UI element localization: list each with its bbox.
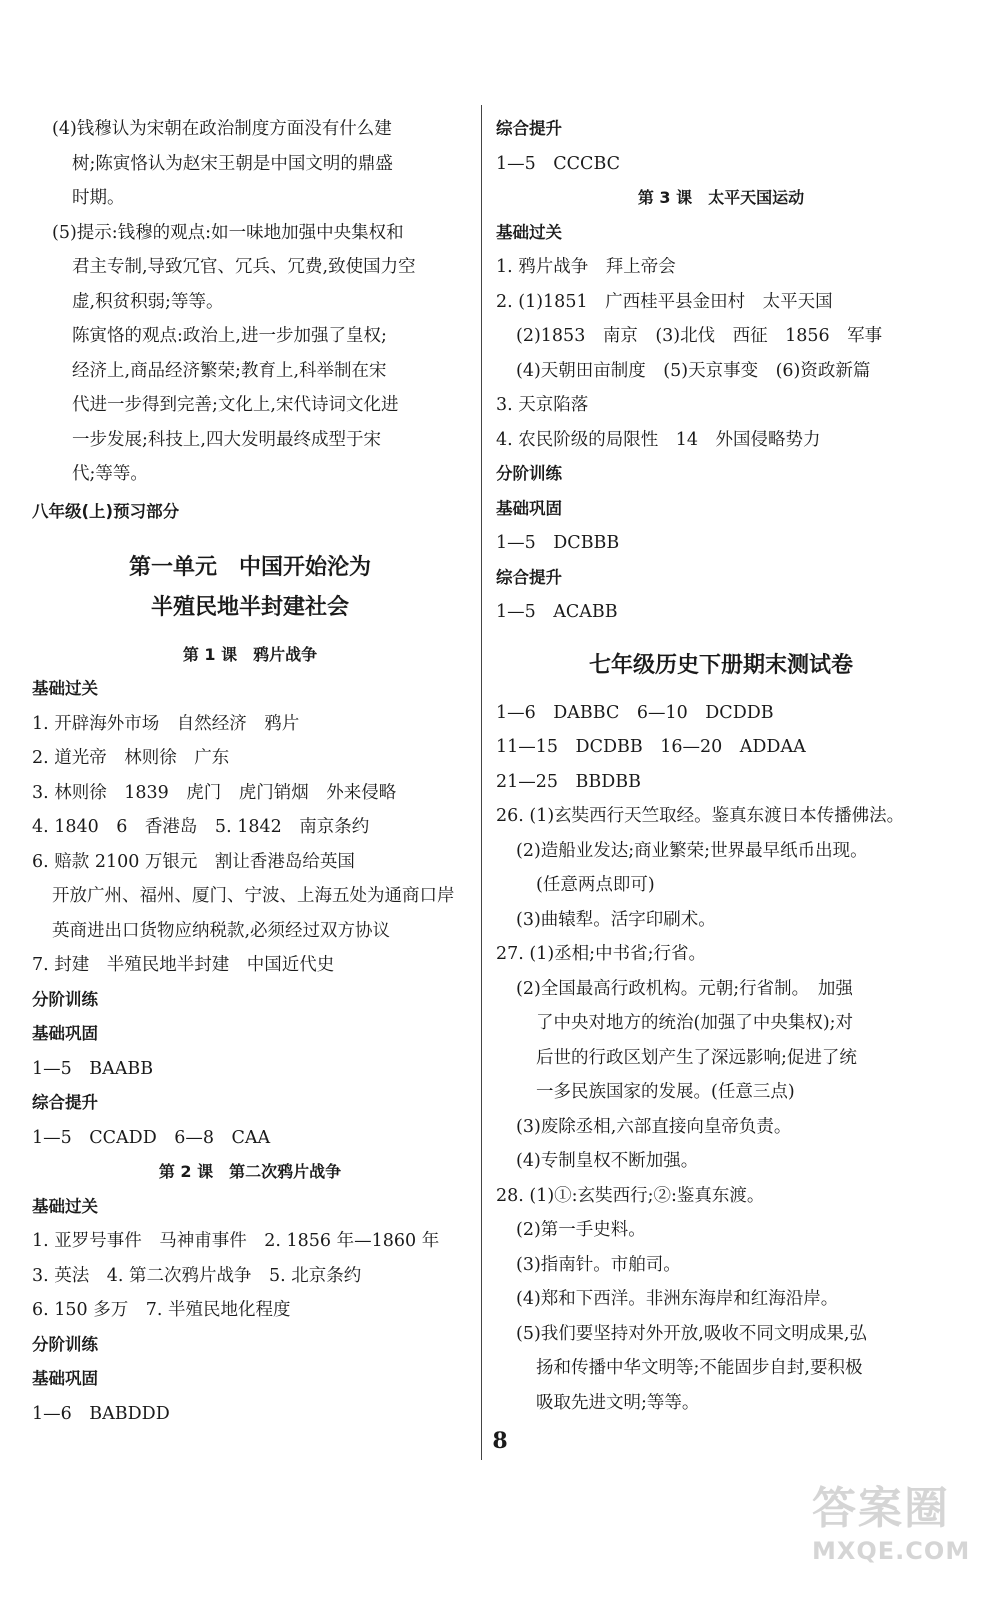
right-column xyxy=(496,112,946,1420)
answer-line: 1. 亚罗号事件 马神甫事件 2. 1856 年—1860 年 xyxy=(32,1231,440,1251)
answer-line: 1. 开辟海外市场 自然经济 鸦片 xyxy=(32,713,300,734)
answer-line: (2)1853 南京 (3)北伐 西征 1856 军事 xyxy=(516,326,883,346)
answer-line: 11—15 DCDBB 16—20 ADDAA xyxy=(496,737,806,757)
text-line: (2)造船业发达;商业繁荣;世界最早纸币出现。 xyxy=(516,840,868,861)
answer-line: 4. 1840 6 香港岛 5. 1842 南京条约 xyxy=(32,817,370,837)
subsection-heading: 基础巩固 xyxy=(496,498,562,518)
text-line: 虚,积贫积弱;等等。 xyxy=(72,291,224,312)
answer-line: 1—5 ACABB xyxy=(496,602,618,622)
text-line: (5)提示:钱穆的观点:如一味地加强中央集权和 xyxy=(52,222,404,243)
text-line: (2)第一手史料。 xyxy=(516,1220,646,1240)
answer-line: 21—25 BBDBB xyxy=(496,771,642,792)
unit-title-line-2: 半殖民地半封建社会 xyxy=(150,594,349,620)
subsection-heading: 综合提升 xyxy=(496,567,562,587)
answer-q4 xyxy=(32,112,468,216)
answer-line: 英商进出口货物应纳税款,必须经过双方协议 xyxy=(52,920,391,941)
subsection-heading: 分阶训练 xyxy=(32,989,98,1009)
answer-line: 1—5 BAABB xyxy=(32,1058,154,1079)
subsection-heading: 综合提升 xyxy=(32,1093,98,1112)
text-line: (3)废除丞相,六部直接向皇帝负责。 xyxy=(516,1116,792,1137)
text-line: (4)郑和下西洋。非洲东海岸和红海沿岸。 xyxy=(516,1289,839,1309)
page-number: 8 xyxy=(492,1428,508,1454)
text-line: (4)钱穆认为宋朝在政治制度方面没有什么建 xyxy=(52,119,392,139)
answer-line: 1. 鸦片战争 拜上帝会 xyxy=(496,257,676,277)
answer-q26 xyxy=(496,799,946,937)
answer-line: 4. 农民阶级的局限性 14 外国侵略势力 xyxy=(496,429,821,450)
text-line: (3)指南针。市舶司。 xyxy=(516,1254,681,1275)
subsection-heading: 分阶训练 xyxy=(496,464,562,483)
answer-line: 1—5 CCCBC xyxy=(496,153,621,174)
text-line: 一多民族国家的发展。(任意三点) xyxy=(536,1082,795,1102)
exam-title: 七年级历史下册期末测试卷 xyxy=(588,652,853,678)
lesson-title: 第 2 课 第二次鸦片战争 xyxy=(158,1162,342,1181)
text-line: 时期。 xyxy=(72,188,125,208)
subsection-heading: 分阶训练 xyxy=(32,1334,98,1354)
text-line: 代进一步得到完善;文化上,宋代诗词文化进 xyxy=(72,395,399,415)
column-divider xyxy=(481,105,482,1460)
answer-line: 2. 道光帝 林则徐 广东 xyxy=(32,748,230,768)
text-line: 经济上,商品经济繁荣;教育上,科举制在宋 xyxy=(72,360,387,381)
answer-q28 xyxy=(496,1179,946,1421)
answer-line: 6. 150 多万 7. 半殖民地化程度 xyxy=(32,1300,291,1320)
subsection-heading: 基础过关 xyxy=(32,679,98,698)
text-line: 了中央对地方的统治(加强了中央集权);对 xyxy=(536,1013,854,1033)
answer-line: 3. 天京陷落 xyxy=(496,395,589,415)
answer-line: 7. 封建 半殖民地半封建 中国近代史 xyxy=(32,955,335,975)
text-line: 后世的行政区划产生了深远影响;促进了统 xyxy=(536,1047,857,1068)
left-column xyxy=(32,112,468,1431)
text-line: (3)曲辕犁。活字印刷术。 xyxy=(516,909,716,930)
subsection-heading: 基础过关 xyxy=(32,1196,98,1216)
subsection-heading: 综合提升 xyxy=(496,119,562,138)
text-line: 28. (1)①:玄奘西行;②:鉴真东渡。 xyxy=(496,1185,765,1206)
watermark-text: 答案圈 xyxy=(812,1483,950,1534)
text-line: 27. (1)丞相;中书省;行省。 xyxy=(496,944,706,964)
subsection-heading: 基础巩固 xyxy=(32,1369,98,1388)
section-title: 八年级(上)预习部分 xyxy=(32,501,180,521)
text-line: (任意两点即可) xyxy=(536,875,655,895)
answer-line: 1—5 CCADD 6—8 CAA xyxy=(32,1127,271,1148)
text-line: 吸取先进文明;等等。 xyxy=(536,1392,700,1413)
subsection-heading: 基础巩固 xyxy=(32,1024,98,1043)
text-line: 陈寅恪的观点:政治上,进一步加强了皇权; xyxy=(72,326,387,346)
lesson-title: 第 3 课 太平天国运动 xyxy=(637,188,805,207)
answer-line: 3. 英法 4. 第二次鸦片战争 5. 北京条约 xyxy=(32,1265,362,1286)
answer-line: 1—6 BABDDD xyxy=(32,1403,170,1424)
text-line: 君主专制,导致冗官、冗兵、冗费,致使国力空 xyxy=(72,257,416,277)
unit-title-line-1: 第一单元 中国开始沦为 xyxy=(128,554,371,580)
text-line: (5)我们要坚持对外开放,吸收不同文明成果,弘 xyxy=(516,1323,867,1344)
subsection-heading: 基础过关 xyxy=(496,222,562,242)
answer-line: 3. 林则徐 1839 虎门 虎门销烟 外来侵略 xyxy=(32,782,397,803)
answer-line: 1—5 DCBBB xyxy=(496,533,620,553)
text-line: 代;等等。 xyxy=(72,464,148,484)
answer-line: 2. (1)1851 广西桂平县金田村 太平天国 xyxy=(496,291,833,312)
text-line: (2)全国最高行政机构。元朝;行省制。 加强 xyxy=(516,978,853,999)
text-line: 26. (1)玄奘西行天竺取经。鉴真东渡日本传播佛法。 xyxy=(496,806,905,826)
text-line: (4)专制皇权不断加强。 xyxy=(516,1151,699,1171)
answer-line: (4)天朝田亩制度 (5)天京事变 (6)资政新篇 xyxy=(516,360,871,381)
watermark-url: MXQE.COM xyxy=(812,1537,971,1565)
answer-line: 6. 赔款 2100 万银元 割让香港岛给英国 xyxy=(32,851,355,872)
text-line: 树;陈寅恪认为赵宋王朝是中国文明的鼎盛 xyxy=(72,153,393,174)
text-line: 扬和传播中华文明等;不能固步自封,要积极 xyxy=(536,1358,863,1378)
answer-line: 开放广州、福州、厦门、宁波、上海五处为通商口岸 xyxy=(52,886,455,906)
text-line: 一步发展;科技上,四大发明最终成型于宋 xyxy=(72,429,381,450)
answer-q5 xyxy=(32,216,468,492)
answer-q27 xyxy=(496,937,946,1179)
watermark-logo xyxy=(812,1482,992,1592)
answer-line: 1—6 DABBC 6—10 DCDDB xyxy=(496,702,774,723)
lesson-title: 第 1 课 鸦片战争 xyxy=(182,644,318,664)
